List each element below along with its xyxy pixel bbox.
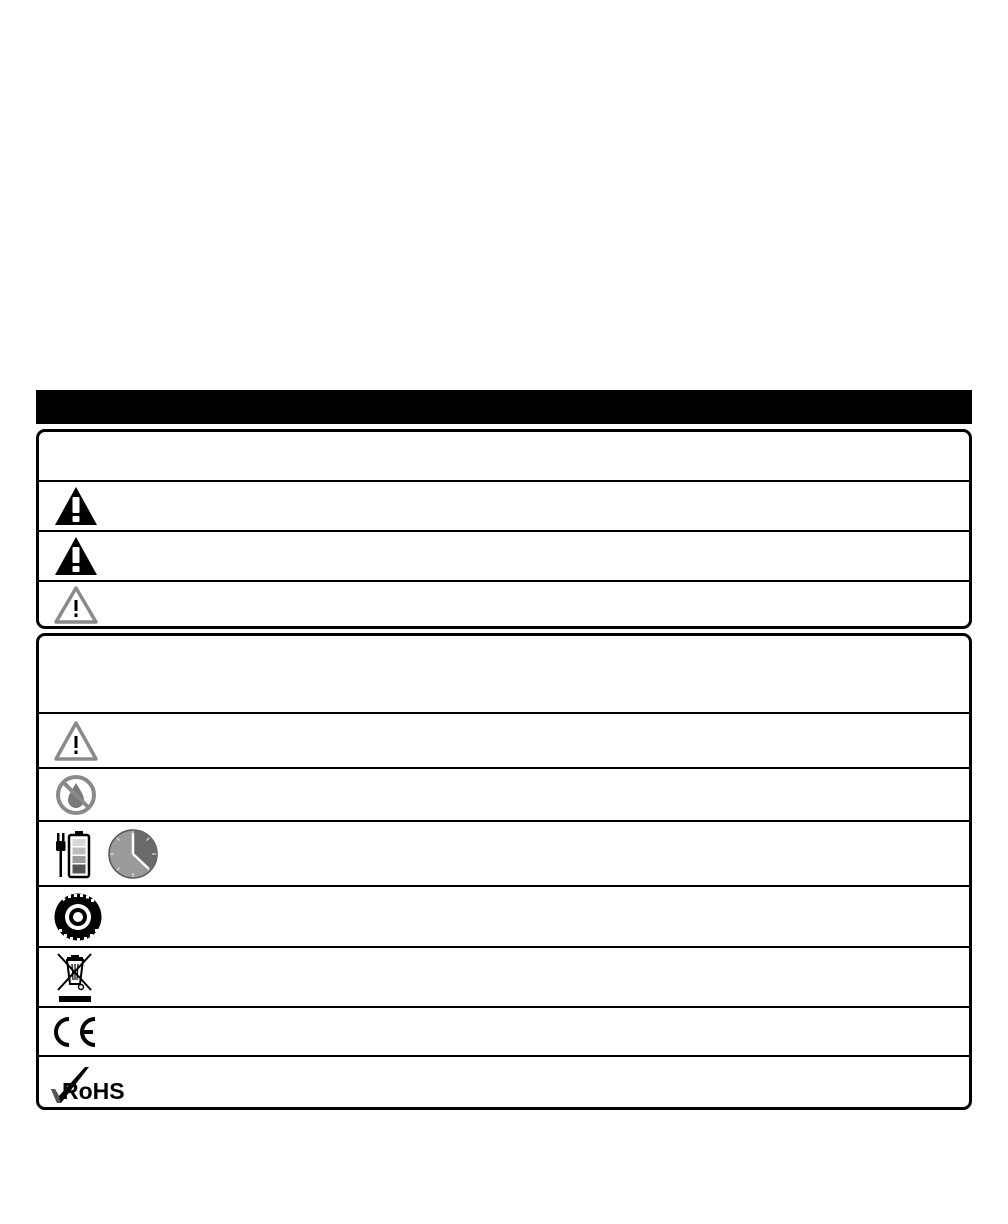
warning-symbols-table	[36, 429, 972, 629]
table-intro-row	[39, 636, 969, 712]
table-row	[39, 767, 969, 820]
ce-mark-icon	[49, 1008, 99, 1055]
warning-triangle-filled-icon	[53, 532, 99, 580]
table-row	[39, 820, 969, 885]
section-header-bar	[36, 390, 972, 424]
table-intro-row	[39, 432, 969, 480]
table-row	[39, 885, 969, 946]
warning-triangle-outline-icon	[53, 714, 99, 767]
table-row	[39, 1006, 969, 1055]
weee-crossed-bin-icon	[53, 948, 99, 1006]
svg-text:RoHS: RoHS	[62, 1077, 125, 1104]
battery-charge-time-icon	[53, 822, 159, 885]
table-row	[39, 480, 969, 530]
recycle-battery-seal-icon	[53, 887, 103, 946]
table-row	[39, 946, 969, 1006]
rohs-mark-icon	[49, 1057, 139, 1110]
warning-triangle-filled-icon	[53, 482, 99, 530]
table-row	[39, 530, 969, 580]
no-water-icon	[53, 769, 99, 820]
product-symbols-table	[36, 633, 972, 1110]
table-row	[39, 580, 969, 628]
table-row	[39, 712, 969, 767]
warning-triangle-outline-icon	[53, 582, 99, 628]
table-row	[39, 1055, 969, 1110]
